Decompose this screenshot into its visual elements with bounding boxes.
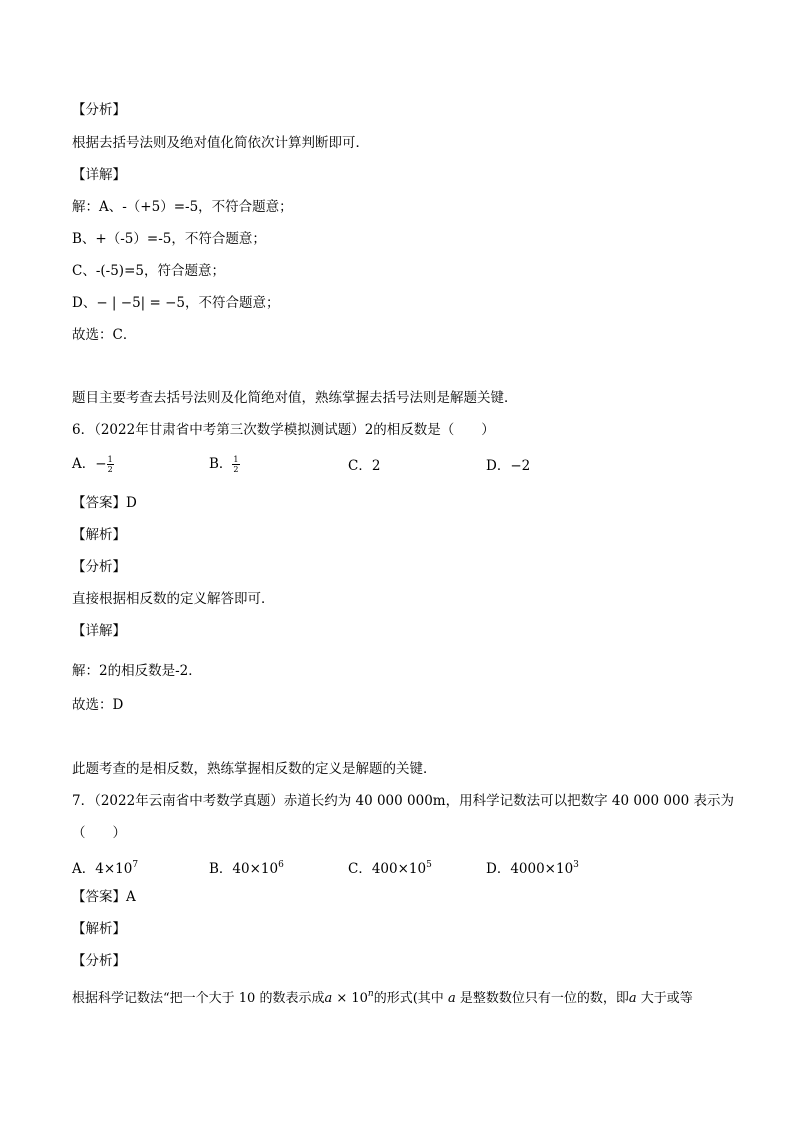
q5-solution-a: 解：A、-（+5）=-5，不符合题意；	[72, 199, 293, 215]
q6-analysis-text: 直接根据相反数的定义解答即可．	[72, 591, 275, 607]
q7-analysis-var-a2: a	[447, 991, 456, 1006]
q7-option-c-base: C．400×10	[348, 861, 427, 877]
q6-solution: 解：2的相反数是-2．	[72, 663, 202, 679]
q6-option-b-fraction	[232, 455, 239, 474]
q7-option-b-exponent: 6	[278, 860, 284, 870]
q6-option-c: C．2	[348, 458, 381, 474]
q6-option-b-numerator: 1	[233, 455, 239, 464]
q6-explanation-heading: 【解析】	[72, 527, 126, 543]
q6-option-a-label: A．	[72, 456, 96, 472]
q5-analysis-heading: 【分析】	[72, 102, 126, 118]
q5-solution-d-math: − | −5| = −5	[96, 295, 186, 311]
q6-option-a-denominator: 2	[107, 465, 113, 474]
q7-analysis-var-a3: a	[628, 991, 637, 1006]
q5-answer: 故选：C．	[72, 327, 137, 343]
q7-analysis-heading: 【分析】	[72, 953, 126, 969]
q6-option-d	[486, 457, 530, 475]
q7-stem-line1: 7．（2022年云南省中考数学真题）赤道长约为 40 000 000m，用科学记数法可以把数字 40 000 000 表示为	[72, 793, 734, 809]
q6-answer: 故选：D	[72, 697, 124, 713]
q7-option-b-base: B．40×10	[209, 861, 279, 877]
q7-analysis-times: × 10	[332, 991, 368, 1006]
q7-option-b	[209, 856, 284, 878]
q5-solution-d-prefix: D、	[72, 295, 97, 311]
q6-summary: 此题考查的是相反数，熟练掌握相反数的定义是解题的关键．	[72, 761, 437, 777]
q6-option-a	[72, 455, 114, 474]
q6-option-a-numerator: 1	[107, 455, 113, 464]
q6-option-b-denominator: 2	[233, 465, 239, 474]
q7-analysis-part4: 大于或等	[636, 991, 693, 1006]
q5-analysis-text: 根据去括号法则及绝对值化简依次计算判断即可．	[72, 135, 369, 151]
q7-option-c	[348, 856, 432, 878]
q7-analysis-part1: 根据科学记数法“把一个大于 10 的数表示成	[72, 991, 325, 1006]
q5-summary: 题目主要考查去括号法则及化简绝对值，熟练掌握去括号法则是解题关键．	[72, 390, 518, 406]
q6-stem: 6．（2022年甘肃省中考第三次数学模拟测试题）2的相反数是（ ）	[72, 422, 495, 438]
q7-option-c-exponent: 5	[426, 860, 432, 870]
q7-analysis-exponent-n: n	[367, 989, 374, 999]
q7-option-a-base: A．4×10	[72, 861, 133, 877]
q5-solution-b: B、+（-5）=-5，不符合题意；	[72, 231, 266, 247]
q7-answer-tag: 【答案】A	[72, 889, 136, 905]
q6-detail-heading: 【详解】	[72, 623, 126, 639]
q6-option-b-label: B．	[209, 456, 233, 472]
q6-option-d-label: D．	[486, 458, 511, 474]
q5-solution-d	[72, 294, 280, 312]
q6-option-a-fraction	[107, 455, 114, 474]
q5-solution-d-suffix: ，不符合题意；	[185, 295, 280, 311]
q7-analysis-part2: 的形式(其中	[373, 991, 448, 1006]
q7-explanation-heading: 【解析】	[72, 921, 126, 937]
q6-option-b	[209, 455, 240, 474]
q7-stem-line2: （ ）	[72, 825, 126, 841]
q7-option-d	[486, 856, 579, 878]
q5-solution-c: C、-(-5)=5，符合题意；	[72, 263, 225, 279]
q5-detail-heading: 【详解】	[72, 167, 126, 183]
q7-analysis-text	[72, 985, 693, 1008]
q7-option-a-exponent: 7	[132, 860, 139, 870]
q6-analysis-heading: 【分析】	[72, 559, 126, 575]
q6-answer-tag: 【答案】D	[72, 495, 137, 511]
q6-option-a-sign: −	[95, 456, 107, 472]
q7-option-d-exponent: 3	[573, 860, 579, 870]
q7-analysis-var-a1: a	[324, 991, 333, 1006]
q7-option-d-base: D．4000×10	[486, 861, 574, 877]
q7-option-a	[72, 856, 138, 878]
q7-analysis-part3: 是整数数位只有一位的数，即	[455, 991, 629, 1006]
q6-option-d-math: −2	[510, 458, 531, 474]
